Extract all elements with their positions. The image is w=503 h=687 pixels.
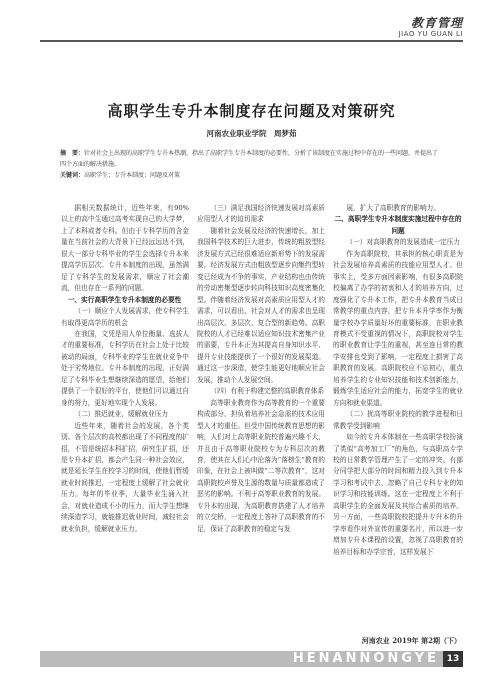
section-heading: 二、高职学生专升本制度实施过程中存在的问题 — [334, 215, 462, 235]
column-1 — [61, 203, 189, 535]
header-title: 教育管理 — [410, 16, 463, 30]
article-author: 河南农业职业学院 周梦茹 — [206, 129, 297, 138]
paragraph: 近些年来，随着社会的发展，各个类别、各个层次的高校都出现了不同程度的扩招，不管是统招本科扩招，研究生扩招，还是专升本扩招，都会产生同一种社会效应，就是延长学生在校学习的时间，使他们暂缓就业时间推迟，一定程度上缓解了社会就业压力。每年的毕业季，大量毕业生涌入社会，对就业造成不小的压力，而大学生想继续深造学习，就能推迟就业时间，减轻社会就业负担，缓解就业压力。 — [61, 421, 189, 533]
page-number: 13 — [443, 651, 463, 667]
paragraph: 作为高职院校，其承担的核心职责是为社会发展培养高素质的技能应用型人才。但事实上，受多方面因素影响，有很多高职院校偏离了办学的初衷和人才的培养方向，过度强化了专升本工作，把专升本教育当成日常教学的重点内容，把专升本升学率作为衡量学校办学质量好坏的重要标准，在职业教育模式不受重视的情况下，高职院校对学生的职业教育让学生的重视，甚至连日常的教学安排也受到了影响，一定程度上损害了高职教育的发展。高职院校应不忘初心，重点培养学生的专业知识技能和技术创新能力，锻炼学生适应社会的能力，拓宽学生的就业方向和就业渠道。 — [333, 249, 463, 407]
keywords-label: 关键词： — [60, 172, 85, 179]
column-2 — [197, 203, 325, 535]
paragraph: （三）满足我国经济快速发展对高素质应用型人才的迫切需求 — [197, 204, 325, 224]
header-rule — [40, 40, 463, 42]
header-subtitle: JIAO YU GUAN LI — [398, 30, 463, 38]
column-3 — [333, 203, 463, 558]
paragraph: （二）扰高等职业院校的教学进程和日常教学受到影响 — [333, 410, 463, 430]
paragraph: 展，扩大了高职教育的影响力。 — [346, 204, 441, 212]
footer-journal: 河南农业 2019年 第2期（下） — [361, 636, 461, 645]
article-title: 高职学生专升本制度存在问题及对策研究 — [107, 102, 396, 120]
paragraph: 随着社会发展及经济的快速增长，加上我国科学技术的巨大进步，传统的粗放型经济发展方式已经很难适应新形势下的发展需要，经济发展方式由粗放型逐步向集约型转变已经成为不争的事实，产业结构也由传统的劳动密集型逐步转向科技知识高度密集化型。伴随着经济发展对高素质应用型人才的需求，可以看出，社会对人才的需求也呈现出高层次、多层次、复合型的新趋势。高职院校的人才已经难以适应知识技术密集产业的需要，专升本正为其提高自身知识水平、提升专业技能提供了一个很好的发展渠道。通过这一步深造，使学生能更好地顺应社会发展，推动个人发展空间。 — [197, 226, 325, 384]
keywords-text: 高职学生；专升本制度；问题及对策 — [84, 172, 181, 179]
section-heading: 一、实行高职学生专升本制度的必要性 — [67, 295, 182, 304]
paragraph: （二）推迟就业，缓解就业压力 — [74, 410, 169, 419]
paragraph: （一）顺应个人发展需求，使专科学生有取得更高学历的机会 — [61, 307, 189, 327]
abstract-text: 针对社会上出现的高职学生专升本热潮，指出了高职学生专升本制度的必要性，分析了该制度在实施过程中存在的一些问题，并提出了四个方面的解决措施。 — [60, 150, 439, 168]
paragraph: （一）对高职教育的发展造成一定压力 — [346, 238, 461, 247]
abstract — [60, 148, 443, 181]
paragraph: 在我国，文凭是用人单位衡量、选拔人才的重要标准，专科学历在社会上处于比较被动的局面，专科毕业的学生在就业竞争中处于劣势地位。专升本制度的出现，正好满足了专科毕业生想继续深造的愿望，给他们提供了一个很好的平台，使他们可以通过自身的努力，更好地实现个人发展。 — [61, 329, 189, 407]
paragraph: 高等职业教育作为高等教育的一个重要构成部分，担负着培养社会急需的技术应用型人才的重任。但受中国传统教育思想的影响，人们对上高等职业院校普遍兴趣不大，并且由于高等职业院校专为专科层次的教育，使其在人们心中沦落为“落榜生”教育的印象，在社会上被叫做“二等次教育”，这对高职院校声誉及生源的数量与质量都造成了恶劣的影响。不利于高等职业教育的发展。专升本的出现，为高职教育搭建了人才培养的立交桥，一定程度上答补了高职教育的不足，保证了高职教育的稳定与发 — [197, 398, 325, 533]
abstract-label: 摘 要： — [60, 150, 85, 157]
paragraph: 如今的专升本体制在一些高职学校扮演了类似“高考加工厂”的角色，与高职高专学校的日常教学管理产生了一定的冲突。有部分同学把大部分的时间和精力投入到专升本学习和考试中去，忽略了自己专科专业的知识学习和技能训练。这在一定程度上不利于高职学生的全面发展及其综合素质的培养。另一方面，一些高职院校把提升专升本的升学率看作对外宣传的重要名片，所以进一步增加专升本课程的设置，忽视了高职教育的培养目标和办学宗旨，这样发展下 — [333, 433, 463, 556]
paragraph: （四）有利于构建完整的高职教育体系 — [210, 387, 325, 396]
paragraph: 据相关数据统计，近些年来，有90%以上的高中生通过高考实现自己的大学梦，上了本科或者专科。但由于专科学历的含金量在当前社会的大背景下已经远远达不到，很大一部分专科毕业的学生会选择专升本来提高学历层次。专升本制度的出现，虽然满足了专科学生的发展需求，顺应了社会潮流，但也存在一系列的问题。 — [61, 204, 189, 293]
footer-brand: HENANNONGYE — [292, 651, 439, 666]
